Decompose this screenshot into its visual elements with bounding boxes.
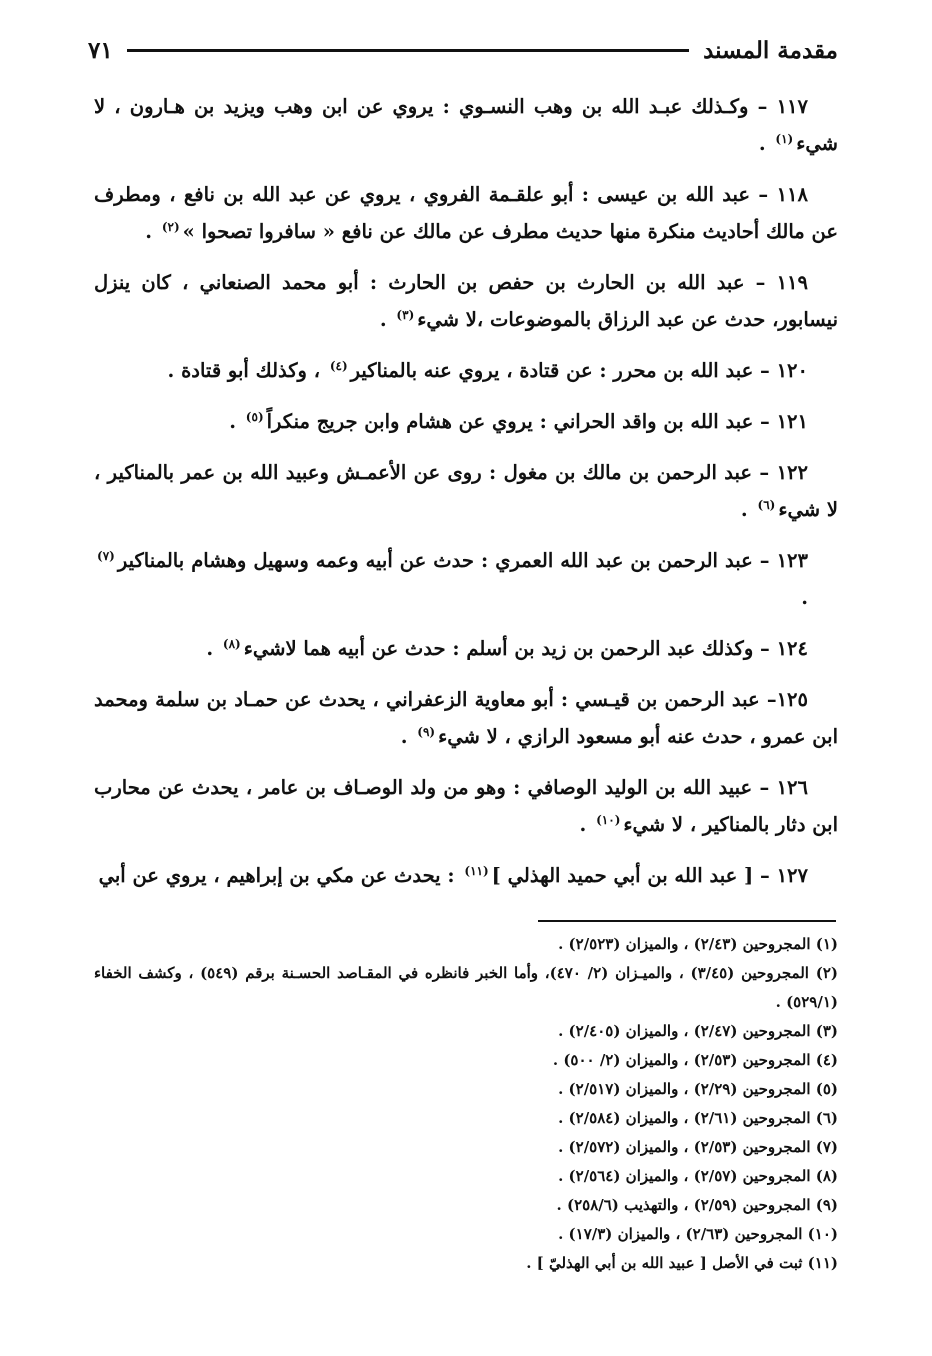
footnotes bbox=[94, 930, 838, 1278]
footnote-ref: (٥) bbox=[245, 409, 264, 424]
footnote-8: (٨) المجروحين (٢/٥٧) ، والميزان (٢/٥٦٤) . bbox=[558, 1167, 838, 1185]
entry-127: ١٢٧ – [ عبد الله بن أبي حميد الهذلي ]$^{(١١)}$ : يحدث عن مكي بن إبراهيم ، يروي عن أبي bbox=[98, 863, 808, 887]
entry-117: ١١٧ – وكـذلك عبـد الله بن وهب النسـوي : يروي عن ابن وهب ويزيد بن هـارون ، لا شيء$^{(١)}$ . bbox=[94, 95, 838, 155]
header-rule bbox=[127, 49, 689, 52]
footnote-ref: (٩) bbox=[417, 724, 436, 739]
footnote-ref: (٦) bbox=[757, 497, 776, 512]
entry-123: ١٢٣ – عبد الرحمن بن عبد الله العمري : حدث عن أبيه وعمه وسهيل وهشام بالمناكير$^{(٧)}$ . bbox=[94, 542, 838, 616]
page-number: ٧١ bbox=[88, 36, 113, 64]
entry-120: ١٢٠ – عبد الله بن محرر : عن قتادة ، يروي عنه بالمناكير$^{(٤)}$ ، وكذلك أبو قتادة . bbox=[167, 358, 808, 382]
footnote-6: (٦) المجروحين (٢/٦١) ، والميزان (٢/٥٨٤) . bbox=[558, 1109, 838, 1127]
footnote-11: (١١) ثبت في الأصل [ عبيد الله بن أبي الهذليّ ] . bbox=[526, 1254, 838, 1272]
entry-122: ١٢٢ – عبد الرحمن بن مالك بن مغول : روى عن الأعمـش وعبيد الله بن عمر بالمناكير ، لا شيء$^{(٦)}$ . bbox=[94, 461, 838, 521]
footnote-4: (٤) المجروحين (٢/٥٣) ، والميزان (٢/ ٥٠٠) . bbox=[552, 1051, 838, 1069]
footnote-ref: (١) bbox=[775, 131, 794, 146]
footnote-ref: (٨) bbox=[222, 636, 241, 651]
footnote-ref: (٢) bbox=[161, 219, 180, 234]
footnote-ref: (٧) bbox=[97, 548, 115, 563]
footnote-ref: (١٠) bbox=[596, 812, 621, 827]
footnote-1: (١) المجروحين (٢/٤٣) ، والميزان (٢/٥٢٣) . bbox=[558, 935, 838, 953]
entry-125: ١٢٥– عبد الرحمن بن قيـسي : أبو معاوية الزعفراني ، يحدث عن حمـاد بن سلمة ومحمد ابن عمرو ، حدث عنه أبو مسعود الرازي ، لا شيء$^{(٩)}$ . bbox=[94, 688, 838, 748]
footnote-ref: (٤) bbox=[329, 358, 348, 373]
footnote-5: (٥) المجروحين (٢/٢٩) ، والميزان (٢/٥١٧) . bbox=[558, 1080, 838, 1098]
footnote-ref: (١١) bbox=[464, 863, 489, 878]
entry-126: ١٢٦ – عبيد الله بن الوليد الوصافي : وهو من ولد الوصـاف بن عامر ، يحدث عن محارب ابن دثار بالمناكير ، لا شيء$^{(١٠)}$ . bbox=[94, 776, 838, 836]
running-title: مقدمة المسند bbox=[703, 36, 838, 64]
footnote-separator bbox=[538, 920, 836, 922]
entry-119: ١١٩ – عبد الله بن الحارث بن حفص بن الحارث : أبو محمد الصنعاني ، كان ينزل نيسابور، حدث عن عبد الرزاق بالموضوعات ،لا شيء$^{(٣)}$ . bbox=[94, 271, 838, 331]
footnote-ref: (٣) bbox=[396, 307, 415, 322]
footnote-3: (٣) المجروحين (٢/٤٧) ، والميزان (٢/٤٠٥) . bbox=[558, 1022, 838, 1040]
entry-118: ١١٨ – عبد الله بن عيسى : أبو علقـمة الفروي ، يروي عن عبد الله بن نافع ، ومطرف عن مالك أحاديث منكرة منها حديث مطرف عن مالك عن نافع « سافروا تصحوا »$^{(٢)}$ . bbox=[94, 183, 838, 243]
main-text bbox=[94, 88, 838, 908]
footnote-2: (٢) المجروحين (٣/٤٥) ، والميـزان (٢/ ٤٧٠)، وأما الخبر فانظره في المقـاصد الحسـنة برقم (٥٤٩) ، وكشف الخفاء (٥٢٩/١) . bbox=[94, 964, 838, 1011]
footnote-7: (٧) المجروحين (٢/٥٣) ، والميزان (٢/٥٧٢) . bbox=[558, 1138, 838, 1156]
footnote-10: (١٠) المجروحين (٢/٦٣) ، والميزان (١٧/٣) . bbox=[558, 1225, 838, 1243]
footnote-9: (٩) المجروحين (٢/٥٩) ، والتهذيب (٢٥٨/٦) . bbox=[556, 1196, 838, 1214]
entry-124: ١٢٤ – وكذلك عبد الرحمن بن زيد بن أسلم : حدث عن أبيه هما لاشيء$^{(٨)}$ . bbox=[206, 636, 808, 660]
page-header bbox=[88, 30, 838, 70]
entry-121: ١٢١ – عبد الله بن واقد الحراني : يروي عن هشام وابن جريج منكراً$^{(٥)}$ . bbox=[229, 409, 808, 433]
